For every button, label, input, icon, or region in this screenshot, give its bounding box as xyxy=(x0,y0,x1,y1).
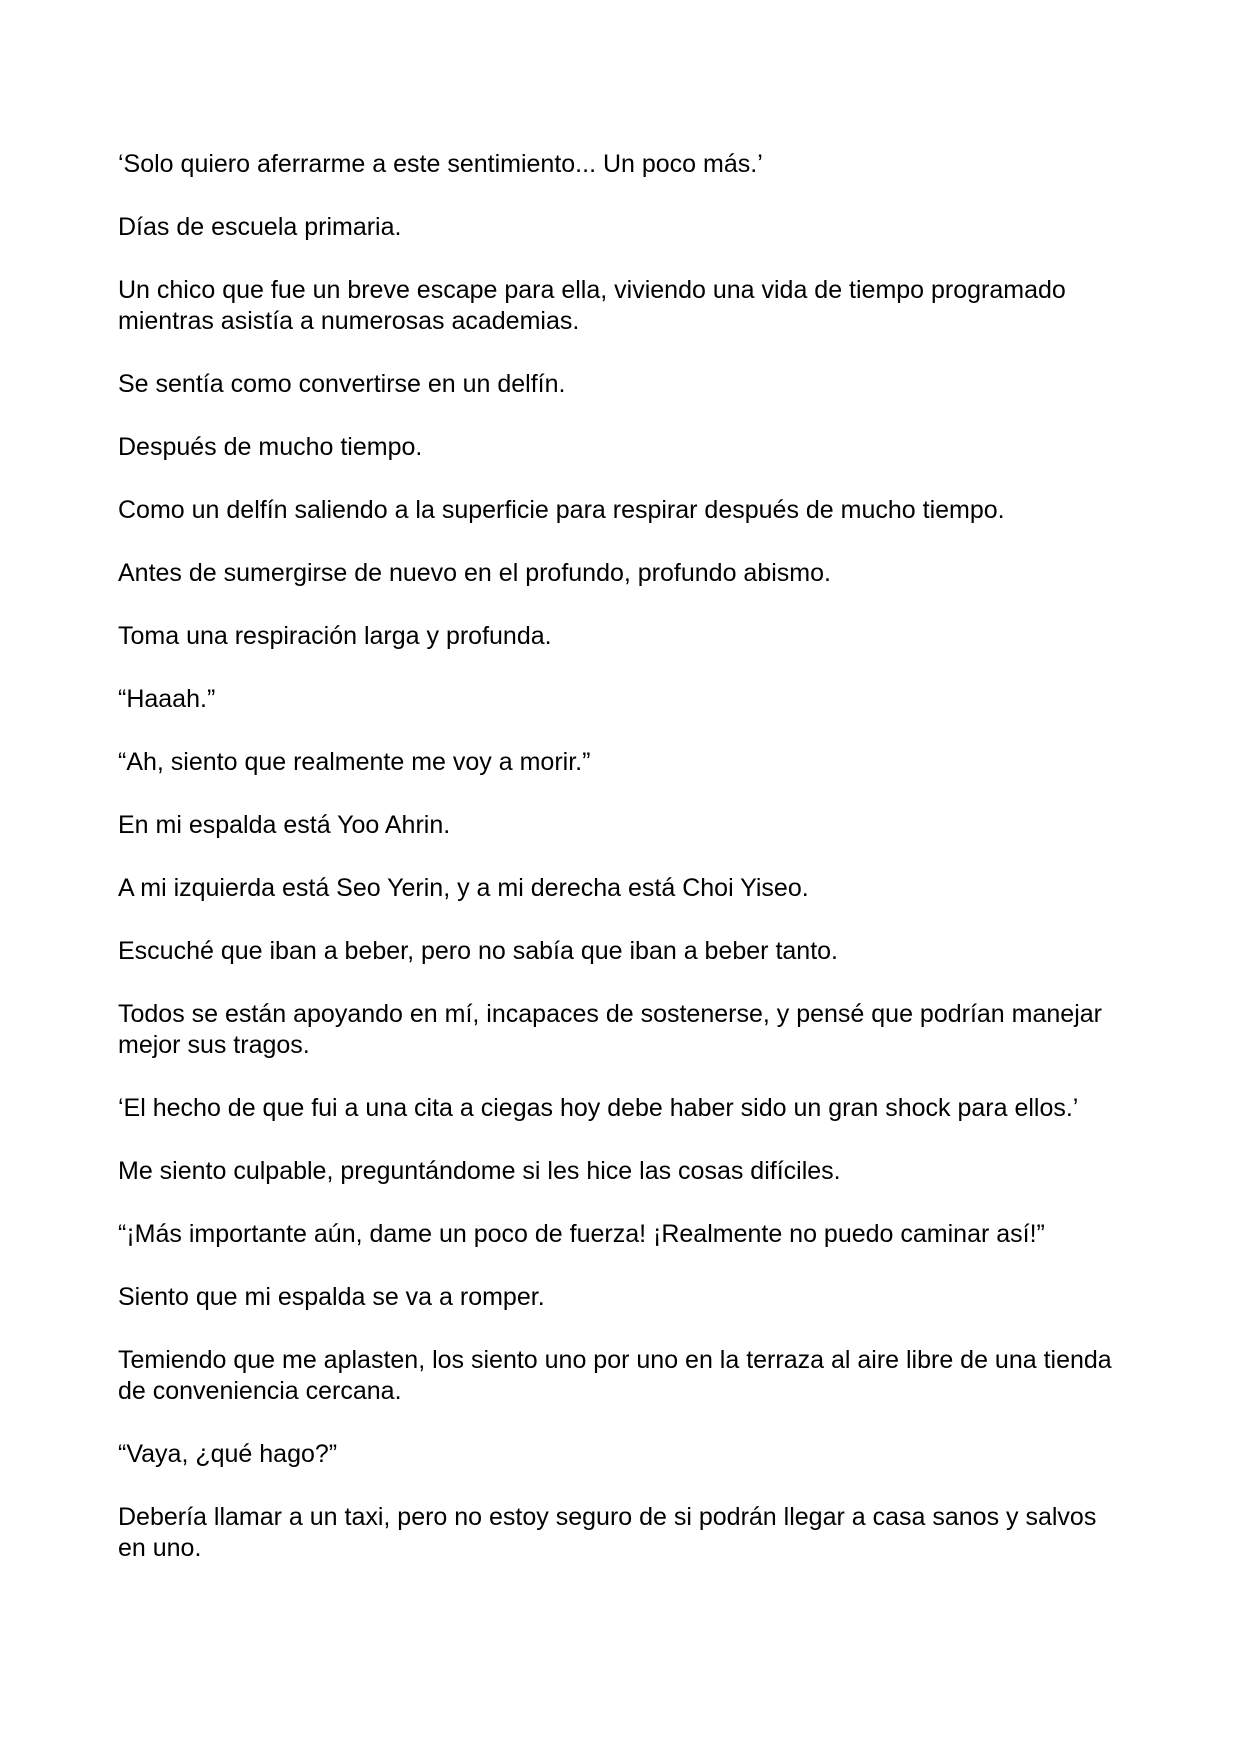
paragraph: Toma una respiración larga y profunda. xyxy=(118,622,552,650)
paragraph: ‘Solo quiero aferrarme a este sentimiento... Un poco más.’ xyxy=(118,150,763,178)
paragraph: Escuché que iban a beber, pero no sabía que iban a beber tanto. xyxy=(118,937,838,965)
paragraph: Como un delfín saliendo a la superficie para respirar después de mucho tiempo. xyxy=(118,496,1005,524)
paragraph: Se sentía como convertirse en un delfín. xyxy=(118,370,566,398)
paragraph: Temiendo que me aplasten, los siento uno por uno en la terraza al aire libre de una tienda de conveniencia cercana. xyxy=(118,1346,1112,1405)
paragraph: “¡Más importante aún, dame un poco de fuerza! ¡Realmente no puedo caminar así!” xyxy=(118,1220,1045,1248)
paragraph: “Ah, siento que realmente me voy a morir.” xyxy=(118,748,591,776)
paragraph: Debería llamar a un taxi, pero no estoy seguro de si podrán llegar a casa sanos y salvos en uno. xyxy=(118,1503,1097,1562)
paragraph: Siento que mi espalda se va a romper. xyxy=(118,1283,545,1311)
paragraph: Un chico que fue un breve escape para ella, viviendo una vida de tiempo programado mientras asistía a numerosas academias. xyxy=(118,276,1066,335)
document-body xyxy=(118,149,1128,1596)
paragraph: “Vaya, ¿qué hago?” xyxy=(118,1440,338,1468)
paragraph: En mi espalda está Yoo Ahrin. xyxy=(118,811,451,839)
paragraph: ‘El hecho de que fui a una cita a ciegas hoy debe haber sido un gran shock para ellos.’ xyxy=(118,1094,1079,1122)
paragraph: Todos se están apoyando en mí, incapaces de sostenerse, y pensé que podrían manejar mejor sus tragos. xyxy=(118,1000,1102,1059)
paragraph: A mi izquierda está Seo Yerin, y a mi derecha está Choi Yiseo. xyxy=(118,874,809,902)
paragraph: “Haaah.” xyxy=(118,685,216,713)
paragraph: Después de mucho tiempo. xyxy=(118,433,423,461)
paragraph: Antes de sumergirse de nuevo en el profundo, profundo abismo. xyxy=(118,559,831,587)
paragraph: Días de escuela primaria. xyxy=(118,213,402,241)
paragraph: Me siento culpable, preguntándome si les hice las cosas difíciles. xyxy=(118,1157,841,1185)
